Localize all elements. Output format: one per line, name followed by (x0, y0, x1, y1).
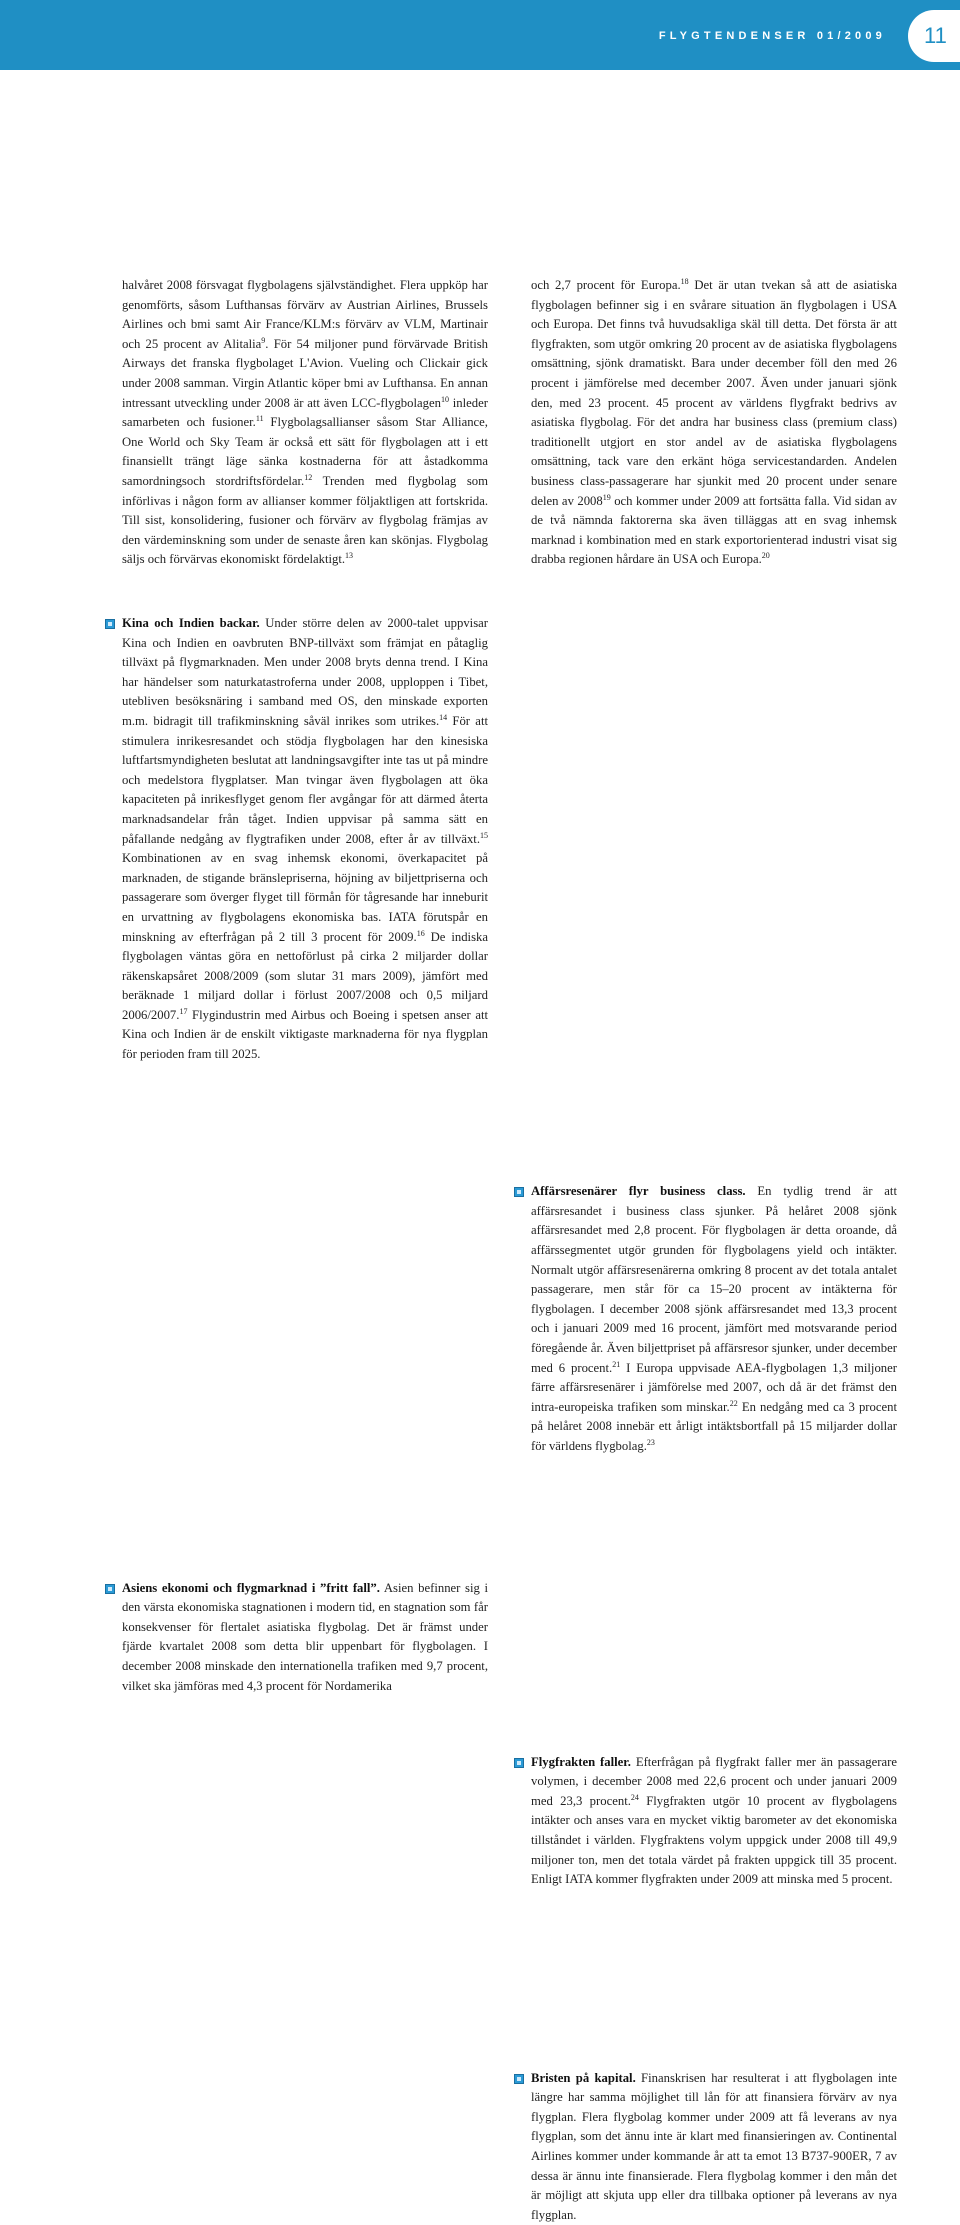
text-run: Efterfrågan på flygfrakt faller mer än passagerare volymen, i december 2008 med 22,6 procent och under januari 2009 med 23,3 procent. (531, 1754, 897, 1808)
bullet-kina-indien (122, 614, 488, 1065)
bullet-heading: Bristen på kapital. (531, 2070, 636, 2085)
bullet-heading: Flygfrakten faller. (531, 1754, 631, 1769)
footnote-reference: 13 (345, 551, 354, 561)
bullet-paragraph (122, 614, 488, 1065)
right-intro-paragraph (531, 276, 897, 570)
text-run: Det är utan tvekan så att de asiatiska flygbolagen befinner sig i en svårare situation än flygbolagen i USA och Europa. Det finns två huvudsakliga skäl till detta. Det första är att flygfrakten, som utgör omkring 20 procent av de asiatiska flygbolagens omsättning, sjönk dramatiskt. Bara under december föll den med 26 procent i jämförelse med december 2007. Även under januari sjönk den, med 23 procent. 45 procent av världens flygfrakt bedrivs av asiatiska flygbolag. För det andra har business class (premium class) traditionellt utgjort en stor andel av de asiatiska flygbolagens omsättning, tack vare den erkänt höga servicestandarden. Andelen business class-passagerare har sjunkit med 20 procent under senare delen av 2008 (531, 278, 897, 508)
square-bullet-icon (105, 1584, 115, 1594)
text-run: . För 54 miljoner pund förvärvade British Airways det franska flygbolaget L'Avion. Vueling och Clickair gick under 2008 samman. Virgin Atlantic köper bmi av Lufthansa. En annan intressant utveckling under 2008 är att även LCC-flygbolagen (122, 336, 489, 410)
footnote-reference: 19 (602, 492, 611, 502)
text-run: Flygindustrin med Airbus och Boeing i spetsen anser att Kina och Indien är de enskilt viktigaste marknaderna för nya flygplan för perioden fram till 2025. (122, 1007, 488, 1062)
running-header-title: FLYGTENDENSER 01/2009 (658, 30, 886, 42)
footnote-reference: 23 (646, 1437, 655, 1447)
bullet-bristen-kapital (531, 2069, 897, 2225)
bullet-heading: Kina och Indien backar. (122, 616, 260, 630)
text-run: Flygbolagsallianser såsom Star Alliance, One World och Sky Team är också ett sätt för flygbolagen att i ett finansiellt trängt läge sänka kostnaderna för att åstadkomma samordningsoch stordriftsfördelar. (122, 415, 488, 488)
bullet-flygfrakten (531, 1753, 897, 1890)
footnote-reference: 15 (480, 830, 488, 840)
text-run: De indiska flygbolagen väntas göra en nettoförlust på cirka 2 miljarder dollar räkenskapsåret 2008/2009 (som slutar 31 mars 2009), jämfört med beräknade 1 miljard dollar i förlust 2007/2008 och 0,5 miljard 2006/2007. (122, 929, 488, 1022)
bullet-heading: Affärsresenärer flyr business class. (531, 1184, 746, 1199)
footnote-reference: 24 (630, 1792, 639, 1802)
text-run: I Europa uppvisade AEA-flygbolagen 1,3 miljoner färre affärsresenärer i jämförelse med 2007, och då är det främst den intra-europeiska trafiken som minskar. (531, 1360, 897, 1414)
footnote-reference: 22 (729, 1398, 738, 1408)
header-bar (0, 0, 960, 70)
text-run: Finanskrisen har resulterat i att flygbolagen inte längre har samma möjlighet till lån för att finansiera förvärv av nya flygplan. Flera flygbolag kommer under 2009 att få leverans av nya flygplan, som det ännu inte är klart med finansieringen av. Continental Airlines kommer under kommande år att ta emot 13 B737-900ER, 7 av dessa är ännu inte finansierade. Flera flygbolag kommer i den mån det är möjligt att skjuta upp eller dra tillbaka optioner på leverans av nya flygplan. (531, 2070, 898, 2222)
footnote-reference: 21 (612, 1359, 621, 1369)
text-run: halvåret 2008 försvagat flygbolagens självständighet. Flera uppköp har genomförts, såsom Lufthansas förvärv av Austrian Airlines, Brussels Airlines och bmi samt Air France/KLM:s förvärv av VLM, Martinair och 25 procent av Alitalia (122, 278, 488, 351)
square-bullet-icon (514, 2074, 524, 2084)
footnote-reference: 12 (304, 472, 313, 482)
bullet-paragraph (531, 2069, 897, 2225)
bullet-paragraph (531, 1753, 897, 1890)
text-run: En nedgång med ca 3 procent på helåret 2008 innebär ett årligt intäktsbortfall på 15 miljarder dollar för världens flygbolag. (531, 1399, 897, 1453)
bullet-affarsresenarer (531, 1182, 897, 1456)
text-run: Flygfrakten utgör 10 procent av flygbolagens intäkter och anses vara en mycket viktig barometer av det ekonomiska tillståndet i världen. Flygfraktens volym uppgick under 2008 till 49,9 miljoner ton, men det totala värdet på frakten uppgick till 35 procent. Enligt IATA kommer flygfrakten under 2009 att minska med 5 procent. (531, 1793, 897, 1887)
footnote-reference: 14 (439, 712, 448, 722)
footnote-reference: 18 (680, 277, 689, 286)
text-run: och kommer under 2009 att fortsätta falla. Vid sidan av de två nämnda faktorerna ska även tilläggas att en svag inhemsk marknad i kombination med en stark exportorienterad industri visat sig drabba regionen hårdare än USA och Europa. (531, 493, 897, 567)
square-bullet-icon (514, 1187, 524, 1197)
text-run: och 2,7 procent för Europa. (531, 278, 681, 292)
text-run: Trenden med flygbolag som införlivas i någon form av allianser kommer följaktligen att fortskrida. Till sist, konsolidering, fusioner och förvärv av flygbolag främjas av den värdeminskning som under de senaste åren kan skönjas. Flygbolag säljs och förvärvas ekonomiskt fördelaktigt. (122, 473, 488, 567)
right-column (531, 276, 897, 570)
text-run: Under större delen av 2000-talet uppvisar Kina och Indien en oavbruten BNP-tillväxt som främjat en påtaglig tillväxt på flygmarknaden. Men under 2008 bryts denna trend. I Kina har händelser som naturkatastroferna under 2008, upploppen i Tibet, utebliven besöksnäring i samband med OS, den minskade exporten m.m. bidragit till trafikminskning såväl inrikes som utrikes. (122, 616, 488, 728)
footnote-reference: 16 (416, 928, 425, 938)
footnote-reference: 9 (261, 335, 266, 345)
bullet-asiens-ekonomi (122, 1579, 488, 1697)
footnote-reference: 10 (440, 394, 449, 404)
text-run: För att stimulera inrikesresandet och stödja flygbolagen har den kinesiska luftfartsmyndigheten beslutat att landningsavgifter inte tas ut på mindre och medelstora flygplatser. Man tvingar även flygbolagen att öka kapaciteten på inrikesflyget genom fler avgångar för att därmed återta marknadsandelar från tåget. Indien uppvisar på samma sätt en påfallande nedgång av flygtrafiken under 2008, efter år av tillväxt. (122, 713, 488, 846)
text-run: Asien befinner sig i den värsta ekonomiska stagnationen i modern tid, en stagnation som får konsekvenser för flertalet asiatiska flygbolag. Det är främst under fjärde kvartalet 2008 som detta blir uppenbart för flygbolagen. I december 2008 minskade den internationella trafiken med 9,7 procent, vilket ska jämföras med 4,3 procent för Nordamerika (122, 1580, 488, 1693)
footnote-reference: 20 (761, 551, 770, 561)
left-column (122, 276, 488, 570)
page-number: 11 (908, 10, 960, 62)
text-run: Kombinationen av en svag inhemsk ekonomi, överkapacitet på marknaden, de stigande bränslepriserna, höjning av biljettpriserna och passagerare som överger flyget till förmån för tågresande har inneburit en urvattning av flygbolagens ekonomiska bas. IATA förutspår en minskning av efterfrågan på 2 till 3 procent för 2009. (122, 851, 488, 944)
square-bullet-icon (105, 619, 115, 629)
square-bullet-icon (514, 1758, 524, 1768)
text-run: En tydlig trend är att affärsresandet i business class sjunker. På helåret 2008 sjönk affärsresandet med 2,8 procent. För flygbolagen är detta oroande, då affärssegmentet utgör grunden för flygbolagens yield och intäkter. Normalt utgör affärsresenärerna omkring 8 procent av det totala antalet passagerare, men står för ca 15–20 procent av intäkterna för flygbolagen. I december 2008 sjönk affärsresandet med 13,3 procent och i januari 2009 med 16 procent, jämfört med motsvarande period föregående år. Även biljettpriset på affärsresor sjunker, under december med 6 procent. (531, 1184, 897, 1375)
left-intro-paragraph (122, 276, 488, 570)
text-run: inleder samarbeten och fusioner. (122, 395, 489, 430)
bullet-paragraph (122, 1579, 488, 1697)
bullet-heading: Asiens ekonomi och flygmarknad i ”fritt fall”. (122, 1580, 380, 1595)
footnote-reference: 17 (179, 1006, 188, 1016)
footnote-reference: 11 (255, 414, 264, 424)
bullet-paragraph (531, 1182, 897, 1456)
